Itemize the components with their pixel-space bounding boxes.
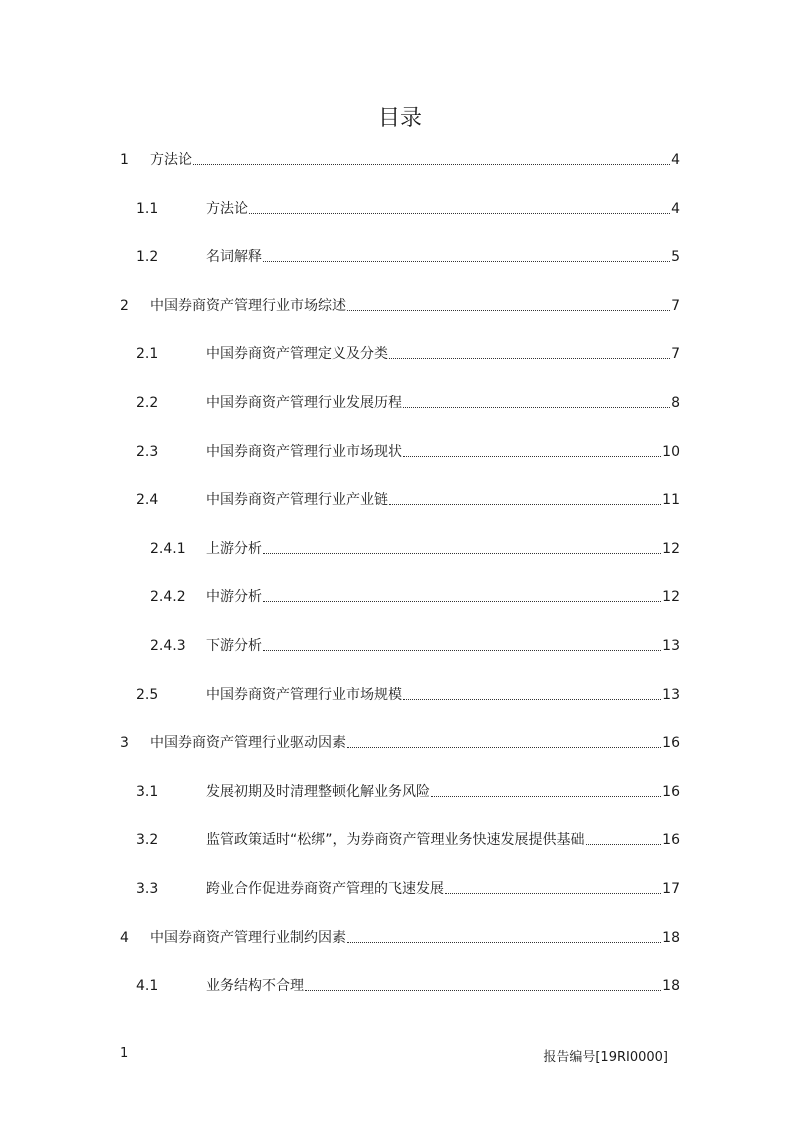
toc-leader-dots — [249, 213, 670, 214]
page-title: 目录 — [377, 106, 422, 131]
toc-leader-dots — [263, 553, 661, 554]
toc-leader-dots — [263, 601, 661, 602]
toc-entry-page: 18 — [662, 929, 680, 946]
toc-entry-page: 16 — [662, 832, 680, 849]
toc-leader-dots — [347, 310, 670, 311]
toc-entry-label: 方法论 — [150, 152, 192, 168]
toc-entry-number: 2 — [120, 297, 129, 314]
toc-entry-label: 中国券商资产管理行业驱动因素 — [150, 735, 346, 752]
toc-entry-number: 2.5 — [136, 686, 159, 703]
toc-leader-dots — [193, 164, 670, 165]
toc-entry-page: 12 — [662, 540, 680, 557]
toc-entry-page: 8 — [671, 395, 680, 411]
toc-entry-number: 2.4.2 — [150, 589, 186, 606]
toc-entry-number: 3.1 — [136, 783, 159, 800]
toc-entry-number: 3.2 — [136, 832, 159, 849]
toc-entry[interactable] — [150, 636, 680, 656]
toc-entry-page: 4 — [671, 200, 680, 217]
toc-entry[interactable] — [136, 442, 680, 462]
toc-entry-page: 10 — [662, 443, 680, 460]
toc-entry-number: 2.4 — [136, 492, 159, 509]
toc-entry-label: 发展初期及时清理整顿化解业务风险 — [206, 783, 430, 800]
toc-entry[interactable] — [150, 539, 680, 559]
toc-entry-number: 1.1 — [136, 200, 159, 217]
toc-entry-label: 下游分析 — [206, 638, 262, 654]
toc-leader-dots — [403, 456, 661, 457]
toc-entry-number: 1 — [120, 152, 129, 168]
toc-entry[interactable] — [136, 685, 680, 705]
toc-entry-page: 13 — [662, 638, 680, 654]
toc-entry-number: 2.1 — [136, 346, 159, 363]
toc-leader-dots — [347, 747, 661, 748]
toc-entry-page: 16 — [662, 735, 680, 752]
toc-entry-page: 7 — [671, 346, 680, 363]
toc-entry-number: 2.4.1 — [150, 540, 186, 557]
toc-leader-dots — [389, 358, 670, 359]
toc-leader-dots — [403, 699, 661, 700]
toc-entry[interactable] — [120, 150, 680, 170]
toc-entry-number: 2.2 — [136, 395, 159, 411]
toc-leader-dots — [305, 990, 661, 991]
toc-leader-dots — [347, 942, 661, 943]
toc-entry[interactable] — [150, 587, 680, 607]
footer-report-id: 报告编号[19RI0000] — [543, 1050, 668, 1065]
toc-leader-dots — [431, 796, 661, 797]
toc-entry-number: 1.2 — [136, 249, 159, 266]
toc-entry-label: 中国券商资产管理行业市场综述 — [150, 297, 346, 314]
toc-entry-label: 中游分析 — [206, 589, 262, 606]
toc-entry-label: 中国券商资产管理定义及分类 — [206, 346, 388, 363]
toc-entry-label: 中国券商资产管理行业产业链 — [206, 492, 388, 509]
toc-entry-number: 2.3 — [136, 443, 159, 460]
toc-entry[interactable] — [136, 247, 680, 267]
toc-entry-label: 方法论 — [206, 200, 248, 217]
toc-entry-label: 名词解释 — [206, 249, 262, 266]
toc-leader-dots — [389, 504, 661, 505]
toc-entry[interactable] — [120, 928, 680, 948]
toc-entry-label: 中国券商资产管理行业制约因素 — [150, 929, 346, 946]
toc-leader-dots — [263, 650, 661, 651]
toc-entry-label: 中国券商资产管理行业市场现状 — [206, 443, 402, 460]
toc-entry-page: 13 — [662, 686, 680, 703]
toc-entry-page: 18 — [662, 978, 680, 995]
toc-entry-page: 11 — [662, 492, 680, 509]
toc-entry-label: 业务结构不合理 — [206, 978, 304, 995]
toc-entry-label: 跨业合作促进券商资产管理的飞速发展 — [206, 881, 444, 897]
toc-entry[interactable] — [120, 296, 680, 316]
toc-entry-page: 16 — [662, 783, 680, 800]
toc-entry-page: 7 — [671, 297, 680, 314]
toc-entry[interactable] — [136, 344, 680, 364]
toc-entry[interactable] — [136, 830, 680, 850]
toc-leader-dots — [403, 407, 670, 408]
toc-leader-dots — [445, 893, 661, 894]
toc-entry[interactable] — [136, 199, 680, 219]
toc-entry-number: 4 — [120, 929, 129, 946]
toc-entry[interactable] — [136, 976, 680, 996]
toc-entry-number: 3 — [120, 735, 129, 752]
toc-entry-number: 3.3 — [136, 881, 159, 897]
toc-entry-number: 4.1 — [136, 978, 159, 995]
toc-entry-page: 17 — [662, 881, 680, 897]
toc-entry[interactable] — [136, 879, 680, 899]
toc-entry[interactable] — [136, 782, 680, 802]
toc-entry[interactable] — [136, 490, 680, 510]
toc-entry-label: 中国券商资产管理行业发展历程 — [206, 395, 402, 411]
toc-entry-page: 4 — [671, 152, 680, 168]
toc-entry-label: 监管政策适时“松绑”，为券商资产管理业务快速发展提供基础 — [206, 832, 585, 849]
toc-entry-page: 5 — [671, 249, 680, 266]
toc-entry-page: 12 — [662, 589, 680, 606]
toc-entry-number: 2.4.3 — [150, 638, 186, 654]
toc-entry-label: 中国券商资产管理行业市场规模 — [206, 686, 402, 703]
toc-entry[interactable] — [136, 393, 680, 413]
toc-leader-dots — [263, 261, 670, 262]
toc-entry[interactable] — [120, 733, 680, 753]
toc-entry-label: 上游分析 — [206, 540, 262, 557]
footer-page-number: 1 — [120, 1046, 129, 1061]
toc-leader-dots — [586, 844, 662, 845]
